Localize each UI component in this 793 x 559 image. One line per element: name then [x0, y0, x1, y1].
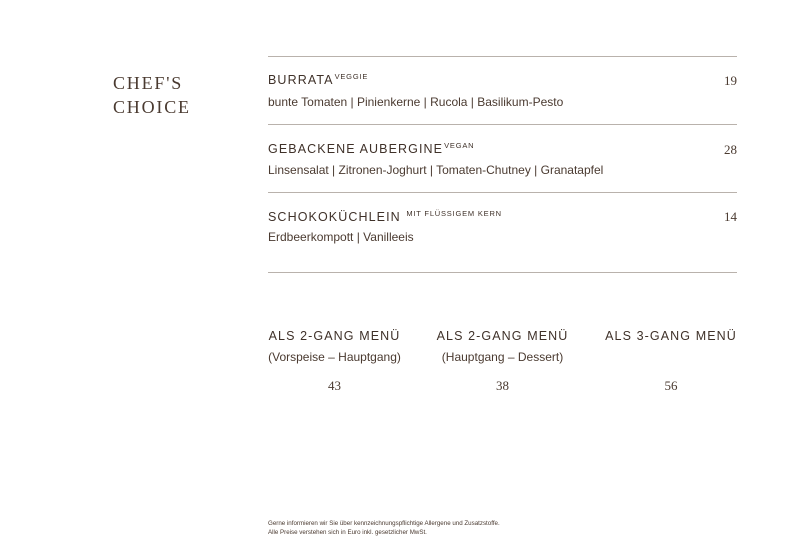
- item-name: [268, 141, 474, 156]
- item-description: bunte Tomaten | Pinienkerne | Rucola | Basilikum-Pesto: [268, 95, 564, 109]
- footnote-prices: Alle Preise verstehen sich in Euro inkl. gesetzlicher MwSt.: [268, 529, 427, 536]
- package-title: ALS 2-GANG MENÜ: [268, 329, 401, 343]
- item-name-text: SCHOKOKÜCHLEIN: [268, 210, 401, 224]
- item-tag: VEGAN: [444, 141, 475, 150]
- section-title-line1: CHEF'S: [113, 73, 184, 93]
- footnote-allergens: Gerne informieren wir Sie über kennzeichnungspflichtige Allergene und Zusatzstoffe.: [268, 520, 500, 527]
- package: [436, 329, 569, 394]
- item-price: 28: [724, 142, 737, 157]
- package-subtitle: (Hauptgang – Dessert): [441, 350, 564, 364]
- menu-packages: [268, 329, 738, 399]
- package-subtitle: (Vorspeise – Hauptgang): [268, 350, 401, 364]
- package-price: 43: [328, 378, 341, 393]
- item-description: Erdbeerkompott | Vanilleeis: [268, 230, 414, 244]
- package-subtitle: [604, 350, 738, 365]
- package-price: 56: [664, 378, 678, 393]
- item-price: 19: [724, 73, 737, 88]
- package-price: 38: [496, 378, 509, 393]
- item-name-text: BURRATA: [268, 73, 334, 87]
- item-tag: MIT FLÜSSIGEM KERN: [406, 209, 502, 218]
- package: [604, 329, 738, 394]
- item-price: 14: [724, 209, 737, 224]
- menu-item: [268, 57, 737, 124]
- footnote: [268, 519, 500, 537]
- section-title-line2: CHOICE: [113, 97, 191, 117]
- package-title: ALS 3-GANG MENÜ: [605, 329, 737, 343]
- menu-item: [268, 193, 737, 272]
- item-tag: VEGGIE: [334, 72, 369, 81]
- item-name: [268, 72, 368, 87]
- item-name: [268, 209, 502, 224]
- item-description: Linsensalat | Zitronen-Joghurt | Tomaten-Chutney | Granatapfel: [268, 163, 604, 177]
- package: [268, 329, 401, 394]
- divider: [268, 272, 737, 273]
- package-title: ALS 2-GANG MENÜ: [436, 329, 569, 343]
- menu-item: [268, 125, 737, 192]
- item-name-text: GEBACKENE AUBERGINE: [268, 142, 444, 156]
- section-title: [113, 71, 191, 119]
- menu-list: [268, 56, 737, 273]
